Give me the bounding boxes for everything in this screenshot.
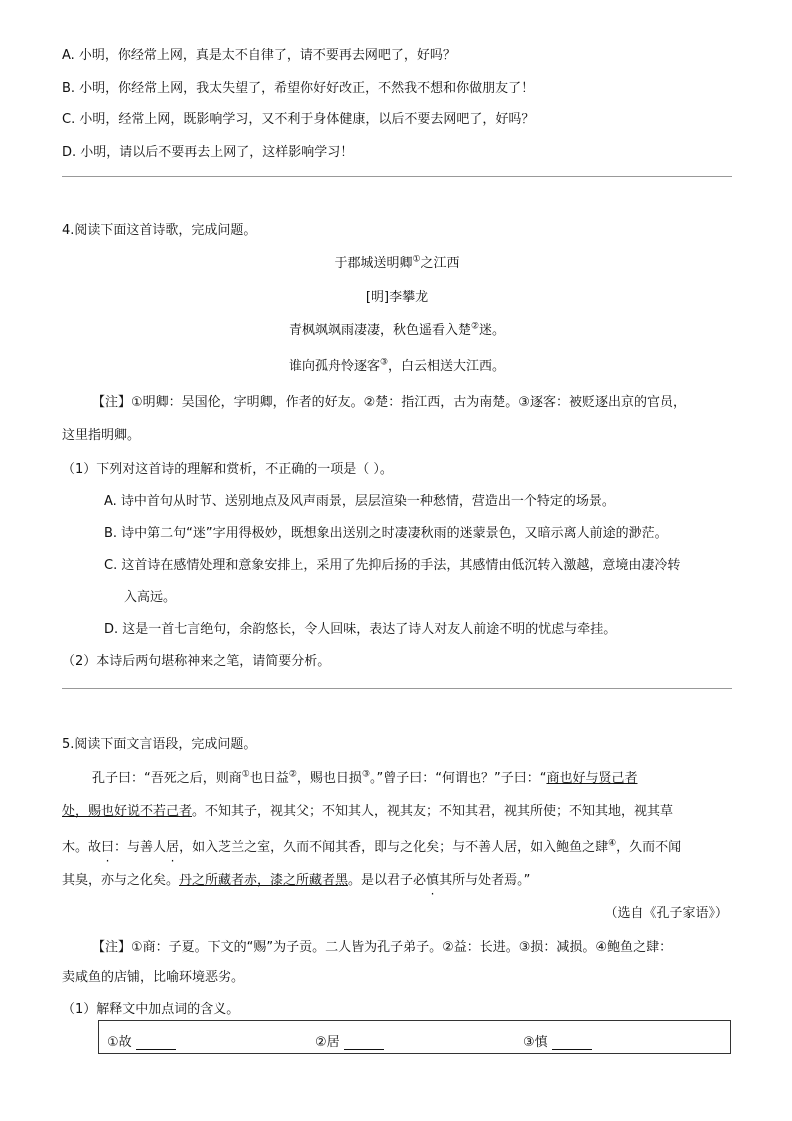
q4-option-a: A. 诗中首句从时节、送别地点及风声雨景，层层渲染一种愁情，营造出一个特定的场景。 <box>104 494 615 509</box>
q3-option-b: B. 小明，你经常上网，我太失望了，希望你好好改正，不然我不想和你做朋友了！ <box>62 81 535 96</box>
q5-sub-question-1: （1）解释文中加点词的含义。 <box>62 1002 240 1017</box>
poem-title: 于郡城送明卿①之江西 <box>334 254 460 271</box>
passage-line-2: 处，赐也好说不若己者。不知其子，视其父；不知其人，视其友；不知其君，视其所使；不知其地，视其草 <box>62 804 674 819</box>
passage-line-3: 木。故曰：与善人居，如入芝兰之室，久而不闻其香，即与之化矣；与不善人居，如入鲍鱼之肆④，久而不闻 <box>62 838 682 855</box>
q4-option-c-line-1: C. 这首诗在感情处理和意象安排上，采用了先抑后扬的手法，其感情由低沉转入激越，意境由凄冷转 <box>104 558 681 573</box>
answer-blank-1[interactable]: ①故 <box>107 1031 176 1050</box>
q4-sub-question-2: （2）本诗后两句堪称神来之笔，请简要分析。 <box>62 654 331 669</box>
q3-option-a: A. 小明，你经常上网，真是太不自律了，请不要再去网吧了，好吗？ <box>62 48 456 63</box>
q4-sub-question-1: （1）下列对这首诗的理解和赏析，不正确的一项是（ ）。 <box>62 462 393 477</box>
q4-option-c-line-2: 入高远。 <box>124 590 177 605</box>
divider <box>62 176 732 177</box>
q4-prompt: 4.阅读下面这首诗歌，完成问题。 <box>62 223 257 238</box>
q4-option-b: B. 诗中第二句“迷”字用得极妙，既想象出送别之时凄凄秋雨的迷蒙景色，又暗示离人前途的渺茫。 <box>104 526 668 541</box>
q4-note-line-2: 这里指明卿。 <box>62 428 141 443</box>
passage-line-1: 孔子曰：“吾死之后，则商①也日益②，赐也日损③。”曾子曰：“何谓也？”子曰：“商也好与贤己者 <box>92 769 638 786</box>
poem-author: [明]李攀龙 <box>365 290 429 305</box>
answer-table <box>98 1020 731 1054</box>
passage-source: （选自《孔子家语》） <box>604 906 728 921</box>
q3-option-c: C. 小明，经常上网，既影响学习，又不利于身体健康，以后不要去网吧了，好吗？ <box>62 112 535 127</box>
q3-option-d: D. 小明，请以后不要再去上网了，这样影响学习！ <box>62 145 354 160</box>
answer-blank-3[interactable]: ③慎 <box>523 1031 592 1050</box>
q4-option-d: D. 这是一首七言绝句，余韵悠长，令人回味，表达了诗人对友人前途不明的忧虑与牵挂。 <box>104 622 617 637</box>
poem-line-1: 青枫飒飒雨凄凄，秋色遥看入楚②迷。 <box>288 321 506 338</box>
divider <box>62 688 732 689</box>
passage-line-4: 其臭，亦与之化矣。丹之所藏者赤，漆之所藏者黑。是以君子必慎其所与处者焉。” <box>62 873 531 888</box>
q5-prompt: 5.阅读下面文言语段，完成问题。 <box>62 737 257 752</box>
q4-note-line-1: 【注】①明卿：吴国伦，字明卿，作者的好友。②楚：指江西，古为南楚。③逐客：被贬逐出京的官员， <box>92 395 686 410</box>
q5-note-line-1: 【注】①商：子夏。下文的“赐”为子贡。二人皆为孔子弟子。②益：长进。③损：减损。④鲍鱼之肆： <box>92 940 673 955</box>
poem-line-2: 谁向孤舟怜逐客③，白云相送大江西。 <box>288 357 506 374</box>
answer-blank-2[interactable]: ②居 <box>315 1031 384 1050</box>
q5-note-line-2: 卖咸鱼的店铺，比喻环境恶劣。 <box>62 970 245 985</box>
